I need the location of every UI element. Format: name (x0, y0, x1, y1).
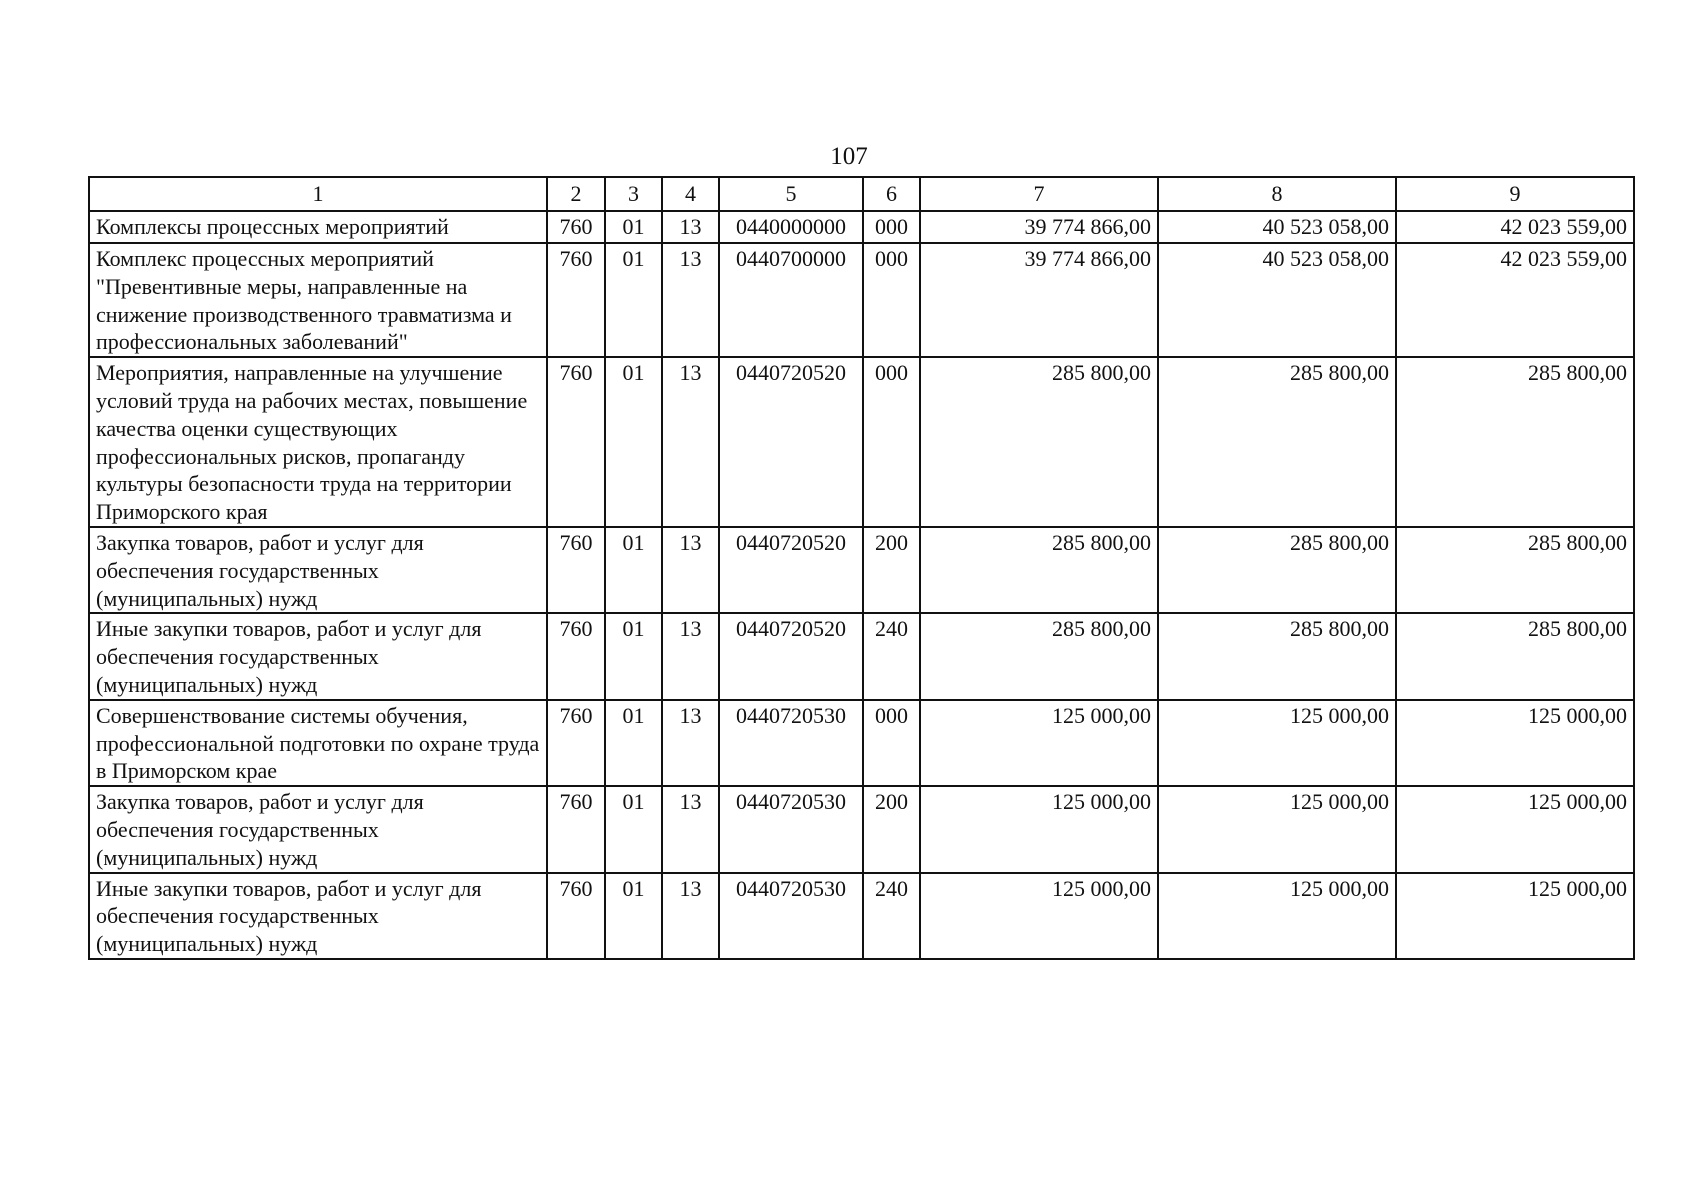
amount-col-9: 125 000,00 (1396, 786, 1634, 872)
amount-col-8: 285 800,00 (1158, 357, 1396, 527)
amount-col-8: 125 000,00 (1158, 873, 1396, 959)
section-code: 01 (605, 243, 662, 357)
section-code: 01 (605, 786, 662, 872)
budget-table (88, 176, 1635, 960)
ministry-code: 760 (547, 613, 605, 699)
ministry-code: 760 (547, 243, 605, 357)
column-number-header: 8 (1158, 177, 1396, 211)
amount-col-7: 39 774 866,00 (920, 243, 1158, 357)
amount-col-9: 285 800,00 (1396, 357, 1634, 527)
amount-col-9: 42 023 559,00 (1396, 243, 1634, 357)
subsection-code: 13 (662, 700, 719, 786)
target-article-code: 0440000000 (719, 211, 863, 243)
section-code: 01 (605, 873, 662, 959)
ministry-code: 760 (547, 873, 605, 959)
amount-col-8: 125 000,00 (1158, 700, 1396, 786)
subsection-code: 13 (662, 357, 719, 527)
page-number: 107 (830, 143, 868, 170)
expense-type-code: 240 (863, 613, 920, 699)
item-name: Комплексы процессных мероприятий (89, 211, 547, 243)
table-row (89, 243, 1634, 357)
table-row (89, 613, 1634, 699)
table-row (89, 786, 1634, 872)
amount-col-8: 40 523 058,00 (1158, 243, 1396, 357)
subsection-code: 13 (662, 243, 719, 357)
subsection-code: 13 (662, 527, 719, 613)
expense-type-code: 200 (863, 527, 920, 613)
subsection-code: 13 (662, 786, 719, 872)
expense-type-code: 200 (863, 786, 920, 872)
item-name: Иные закупки товаров, работ и услуг для обеспечения государственных (муниципальных) нужд (89, 873, 547, 959)
amount-col-9: 285 800,00 (1396, 613, 1634, 699)
section-code: 01 (605, 613, 662, 699)
item-name: Совершенствование системы обучения, профессиональной подготовки по охране труда в Приморском крае (89, 700, 547, 786)
column-number-header: 3 (605, 177, 662, 211)
amount-col-7: 125 000,00 (920, 873, 1158, 959)
amount-col-8: 40 523 058,00 (1158, 211, 1396, 243)
amount-col-9: 125 000,00 (1396, 873, 1634, 959)
section-code: 01 (605, 357, 662, 527)
target-article-code: 0440720530 (719, 700, 863, 786)
target-article-code: 0440720520 (719, 527, 863, 613)
amount-col-9: 42 023 559,00 (1396, 211, 1634, 243)
amount-col-8: 285 800,00 (1158, 613, 1396, 699)
column-number-header: 4 (662, 177, 719, 211)
item-name: Закупка товаров, работ и услуг для обеспечения государственных (муниципальных) нужд (89, 527, 547, 613)
amount-col-8: 285 800,00 (1158, 527, 1396, 613)
amount-col-7: 39 774 866,00 (920, 211, 1158, 243)
item-name: Комплекс процессных мероприятий "Превентивные меры, направленные на снижение производственного травматизма и профессиональных заболеваний" (89, 243, 547, 357)
table-row (89, 211, 1634, 243)
ministry-code: 760 (547, 211, 605, 243)
column-number-row (89, 177, 1634, 211)
ministry-code: 760 (547, 527, 605, 613)
target-article-code: 0440720520 (719, 613, 863, 699)
ministry-code: 760 (547, 357, 605, 527)
column-number-header: 6 (863, 177, 920, 211)
target-article-code: 0440720520 (719, 357, 863, 527)
subsection-code: 13 (662, 613, 719, 699)
expense-type-code: 000 (863, 243, 920, 357)
column-number-header: 9 (1396, 177, 1634, 211)
amount-col-9: 285 800,00 (1396, 527, 1634, 613)
column-number-header: 2 (547, 177, 605, 211)
table-row (89, 873, 1634, 959)
column-number-header: 7 (920, 177, 1158, 211)
amount-col-7: 125 000,00 (920, 786, 1158, 872)
item-name: Иные закупки товаров, работ и услуг для обеспечения государственных (муниципальных) нужд (89, 613, 547, 699)
section-code: 01 (605, 211, 662, 243)
expense-type-code: 000 (863, 357, 920, 527)
ministry-code: 760 (547, 700, 605, 786)
ministry-code: 760 (547, 786, 605, 872)
table-row (89, 527, 1634, 613)
amount-col-7: 285 800,00 (920, 527, 1158, 613)
expense-type-code: 000 (863, 700, 920, 786)
amount-col-7: 285 800,00 (920, 613, 1158, 699)
amount-col-8: 125 000,00 (1158, 786, 1396, 872)
target-article-code: 0440720530 (719, 786, 863, 872)
section-code: 01 (605, 700, 662, 786)
amount-col-7: 285 800,00 (920, 357, 1158, 527)
section-code: 01 (605, 527, 662, 613)
amount-col-7: 125 000,00 (920, 700, 1158, 786)
table-row (89, 357, 1634, 527)
amount-col-9: 125 000,00 (1396, 700, 1634, 786)
expense-type-code: 240 (863, 873, 920, 959)
target-article-code: 0440700000 (719, 243, 863, 357)
table-row (89, 700, 1634, 786)
subsection-code: 13 (662, 211, 719, 243)
column-number-header: 5 (719, 177, 863, 211)
item-name: Мероприятия, направленные на улучшение условий труда на рабочих местах, повышение качества оценки существующих профессиональных рисков, пропаганду культуры безопасности труда на территории Приморского края (89, 357, 547, 527)
subsection-code: 13 (662, 873, 719, 959)
expense-type-code: 000 (863, 211, 920, 243)
item-name: Закупка товаров, работ и услуг для обеспечения государственных (муниципальных) нужд (89, 786, 547, 872)
column-number-header: 1 (89, 177, 547, 211)
target-article-code: 0440720530 (719, 873, 863, 959)
